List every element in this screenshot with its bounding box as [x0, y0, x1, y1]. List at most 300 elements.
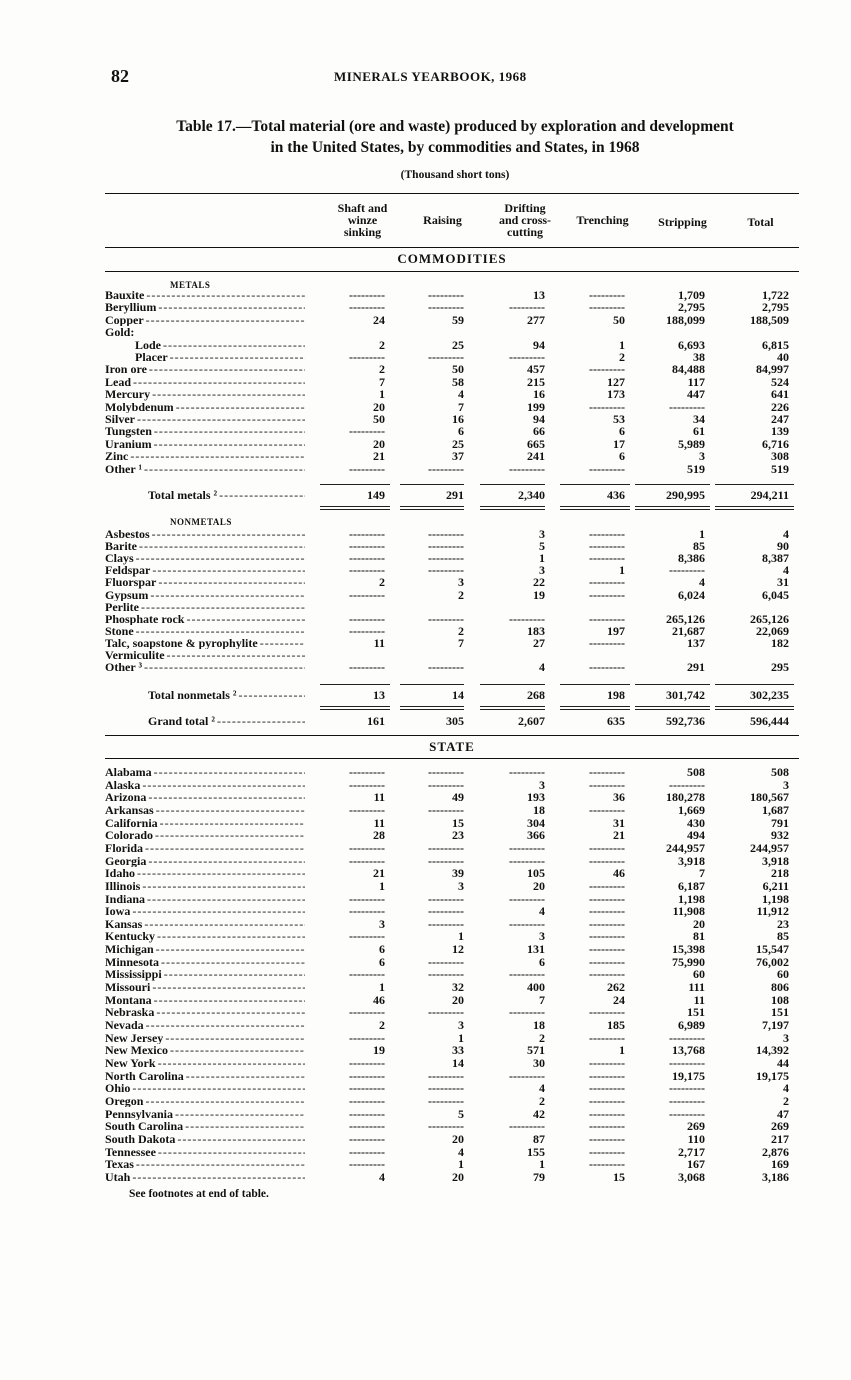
row-value: 1,669 — [678, 802, 705, 817]
state-row — [105, 893, 799, 906]
row-value: --------- — [589, 1119, 625, 1134]
table-title — [105, 116, 805, 158]
metals-heading: METALS — [170, 280, 211, 290]
row-value: 494 — [687, 828, 705, 843]
row-value: 31 — [613, 815, 625, 830]
page-number: 82 — [111, 66, 129, 86]
row-label: Alabama - - - — [105, 766, 305, 779]
state-row — [105, 1120, 799, 1133]
row-value: --------- — [428, 539, 464, 554]
row-label: Tungsten - - - — [105, 425, 305, 438]
state-row — [105, 1108, 799, 1121]
state-row — [105, 1057, 799, 1070]
row-value: --------- — [509, 611, 545, 626]
row-value: 217 — [771, 1131, 789, 1146]
row-value: 15 — [613, 1169, 625, 1184]
row-value: 7 — [539, 992, 545, 1007]
row-value: 32 — [452, 980, 464, 995]
row-value: --------- — [349, 1157, 385, 1172]
row-value: 151 — [771, 1005, 789, 1020]
row-value: 180,278 — [666, 790, 705, 805]
row-value: 244,957 — [750, 840, 789, 855]
row-value: 188,099 — [666, 312, 705, 327]
row-value: 94 — [533, 337, 545, 352]
row-value: 28 — [373, 828, 385, 843]
page-header — [111, 66, 801, 86]
state-row — [105, 943, 799, 956]
sum-rule — [560, 684, 630, 685]
row-value: 269 — [771, 1119, 789, 1134]
row-label: New Mexico - - - — [105, 1044, 305, 1057]
row-value: 218 — [771, 866, 789, 881]
row-value: 3 — [539, 777, 545, 792]
row-value: 400 — [527, 980, 545, 995]
row-value: 13,768 — [672, 1043, 705, 1058]
row-value: 1 — [379, 878, 385, 893]
row-value: 6 — [379, 954, 385, 969]
sum-rule — [400, 684, 464, 685]
row-value: --------- — [349, 551, 385, 566]
row-value: --------- — [589, 1005, 625, 1020]
row-value: --------- — [509, 967, 545, 982]
col-head-line: and cross- — [498, 213, 552, 227]
row-value: 3 — [539, 563, 545, 578]
row-value: 596,444 — [750, 714, 789, 728]
sum-rule — [400, 706, 464, 707]
row-value: 4 — [458, 1144, 464, 1159]
row-value: 1 — [619, 337, 625, 352]
row-value: --------- — [349, 1144, 385, 1159]
row-value: 524 — [771, 374, 789, 389]
row-value: --------- — [349, 765, 385, 779]
row-label: Iowa - - - — [105, 905, 305, 918]
row-value: 167 — [687, 1157, 705, 1172]
col-head-line: sinking — [343, 225, 382, 239]
row-value: --------- — [428, 563, 464, 578]
row-value: 430 — [687, 815, 705, 830]
row-value: 519 — [771, 461, 789, 476]
table-row — [105, 589, 799, 602]
row-value: --------- — [509, 916, 545, 931]
state-row — [105, 1146, 799, 1159]
row-value: 7 — [379, 374, 385, 389]
row-value: --------- — [349, 300, 385, 315]
row-value: --------- — [589, 1068, 625, 1083]
row-label: Talc, soapstone & pyrophylite - - - — [105, 637, 305, 650]
row-value: --------- — [589, 587, 625, 602]
sum-rule — [715, 509, 794, 510]
sum-rule — [320, 684, 390, 685]
row-value: 265,126 — [666, 611, 705, 626]
row-value: 1,687 — [762, 802, 789, 817]
col-head-shaft — [325, 202, 400, 238]
row-value: 304 — [527, 815, 545, 830]
running-head: MINERALS YEARBOOK, 1968 — [334, 69, 527, 84]
row-value: 46 — [613, 866, 625, 881]
row-value: 13 — [533, 288, 545, 302]
row-value: 60 — [777, 967, 789, 982]
sum-rule — [480, 506, 545, 507]
row-value: 198 — [607, 688, 625, 702]
row-value: 23 — [452, 828, 464, 843]
row-value: 6,989 — [678, 1018, 705, 1032]
row-value: 3 — [783, 1030, 789, 1045]
row-value: 6,024 — [678, 587, 705, 602]
row-label: Florida - - - — [105, 842, 305, 855]
col-head-line: Raising — [423, 213, 462, 227]
row-value: 38 — [693, 350, 705, 364]
row-value: 291 — [446, 488, 464, 502]
row-value: 508 — [771, 765, 789, 779]
row-value: --------- — [589, 1030, 625, 1045]
row-value: 37 — [452, 449, 464, 464]
row-value: --------- — [349, 904, 385, 919]
row-value: --------- — [669, 777, 705, 792]
col-head-raising — [410, 214, 475, 226]
row-value: 6,211 — [762, 878, 789, 893]
row-value: 34 — [693, 412, 705, 426]
row-label: New York - - - — [105, 1057, 305, 1070]
col-head-trenching — [565, 214, 640, 226]
row-value: 1 — [619, 1043, 625, 1058]
row-value: 30 — [533, 1055, 545, 1070]
row-value: 18 — [533, 1018, 545, 1032]
sum-rule — [715, 684, 794, 685]
row-label: Indiana - - - — [105, 893, 305, 906]
row-value: 5 — [458, 1106, 464, 1121]
row-value: 277 — [527, 312, 545, 327]
sum-rule — [320, 509, 390, 510]
row-value: --------- — [589, 575, 625, 590]
row-value: 2,717 — [678, 1144, 705, 1159]
row-value: 33 — [452, 1043, 464, 1058]
row-label: Mississippi - - - — [105, 968, 305, 981]
table-row — [105, 564, 799, 577]
state-row — [105, 1133, 799, 1146]
row-value: 269 — [687, 1119, 705, 1134]
row-value: 23 — [777, 916, 789, 931]
row-value: --------- — [349, 777, 385, 792]
row-value: --------- — [589, 840, 625, 855]
row-value: 151 — [687, 1005, 705, 1020]
row-value: --------- — [669, 1055, 705, 1070]
row-value: 791 — [771, 815, 789, 830]
row-value: --------- — [589, 1106, 625, 1121]
row-label: Grand total ² - - - — [148, 715, 305, 728]
row-value: --------- — [349, 1005, 385, 1020]
state-rule-top — [105, 735, 799, 736]
row-value: 139 — [771, 424, 789, 439]
sum-rule — [400, 484, 464, 485]
sum-rule — [560, 509, 630, 510]
state-row — [105, 956, 799, 969]
row-value: 5,989 — [678, 436, 705, 451]
row-value: --------- — [589, 954, 625, 969]
sum-rule — [320, 706, 390, 707]
row-label: South Carolina - - - — [105, 1120, 305, 1133]
row-value: --------- — [589, 916, 625, 931]
row-label: Illinois - - - — [105, 880, 305, 893]
row-value: 49 — [452, 790, 464, 805]
row-value: --------- — [349, 929, 385, 944]
row-value: 85 — [693, 539, 705, 554]
row-value: 4 — [539, 904, 545, 919]
section-state: STATE — [429, 739, 475, 754]
state-row — [105, 829, 799, 842]
row-value: 3 — [458, 575, 464, 590]
row-value: 290,995 — [666, 488, 705, 502]
state-row — [105, 867, 799, 880]
row-value: 302,235 — [750, 688, 789, 702]
row-label: Gold: — [105, 326, 135, 339]
row-value: 11 — [373, 815, 385, 830]
row-value: 6 — [619, 449, 625, 464]
row-value: 21 — [373, 449, 385, 464]
row-value: --------- — [349, 853, 385, 868]
row-label: Total nonmetals ² - - - — [148, 689, 305, 702]
row-value: --------- — [589, 1081, 625, 1096]
row-value: 3 — [539, 929, 545, 944]
row-label: South Dakota - - - — [105, 1133, 305, 1146]
row-value: 4 — [783, 563, 789, 578]
row-label: Arizona - - - — [105, 791, 305, 804]
row-value: 79 — [533, 1169, 545, 1184]
table-row — [105, 326, 799, 339]
row-value: --------- — [589, 399, 625, 414]
row-value: 1,722 — [762, 288, 789, 302]
row-label: Beryllium - - - — [105, 301, 305, 314]
row-value: 265,126 — [750, 611, 789, 626]
row-value: 2 — [379, 337, 385, 352]
row-value: --------- — [428, 853, 464, 868]
row-value: --------- — [349, 461, 385, 476]
row-label: Asbestos - - - — [105, 528, 305, 541]
row-value: 84,488 — [672, 362, 705, 377]
row-value: 21,687 — [672, 623, 705, 638]
sum-rule — [480, 684, 545, 685]
row-value: 4 — [539, 660, 545, 675]
row-label: Gypsum - - - — [105, 589, 305, 602]
row-value: 193 — [527, 790, 545, 805]
state-row — [105, 1082, 799, 1095]
row-value: 199 — [527, 399, 545, 414]
row-value: 14,392 — [756, 1043, 789, 1058]
row-value: 2,876 — [762, 1144, 789, 1159]
sum-rule — [320, 506, 390, 507]
row-value: --------- — [509, 1005, 545, 1020]
row-value: --------- — [589, 660, 625, 675]
state-row — [105, 880, 799, 893]
row-label: Placer - - - — [135, 351, 305, 364]
row-value: 5 — [539, 539, 545, 554]
row-label: Texas - - - — [105, 1158, 305, 1171]
row-value: --------- — [509, 840, 545, 855]
row-value: 3 — [379, 916, 385, 931]
row-value: --------- — [349, 802, 385, 817]
table-row — [105, 637, 799, 650]
row-value: --------- — [349, 563, 385, 578]
row-label: Nebraska - - - — [105, 1006, 305, 1019]
col-head-line: Shaft and — [337, 201, 388, 215]
row-label: Molybdenum - - - — [105, 401, 305, 414]
row-label: Bauxite - - - — [105, 289, 305, 302]
row-value: --------- — [589, 891, 625, 906]
row-value: --------- — [589, 853, 625, 868]
row-value: 508 — [687, 765, 705, 779]
row-value: --------- — [509, 1119, 545, 1134]
row-value: 436 — [607, 488, 625, 502]
sum-rule — [560, 709, 630, 710]
row-value: --------- — [669, 399, 705, 414]
row-value: 2 — [619, 350, 625, 364]
row-value: --------- — [589, 1157, 625, 1172]
row-label: Iron ore - - - — [105, 363, 305, 376]
row-label: Perlite - - - — [105, 601, 305, 614]
row-value: 16 — [533, 387, 545, 402]
row-label: New Jersey - - - — [105, 1032, 305, 1045]
total-metals-row — [105, 489, 799, 502]
row-value: --------- — [428, 1081, 464, 1096]
sum-rule — [320, 484, 390, 485]
state-row — [105, 1044, 799, 1057]
row-value: 127 — [607, 374, 625, 389]
commodities-rule — [105, 271, 799, 272]
row-value: --------- — [589, 878, 625, 893]
row-value: 294,211 — [750, 488, 789, 502]
row-value: 59 — [452, 312, 464, 327]
row-value: 22,069 — [756, 623, 789, 638]
row-value: 42 — [533, 1106, 545, 1121]
row-value: --------- — [589, 967, 625, 982]
row-value: --------- — [349, 1081, 385, 1096]
row-label: Silver - - - — [105, 413, 305, 426]
row-value: --------- — [509, 765, 545, 779]
row-value: --------- — [589, 802, 625, 817]
row-value: 60 — [693, 967, 705, 982]
state-row — [105, 905, 799, 918]
row-value: 155 — [527, 1144, 545, 1159]
row-value: 44 — [777, 1055, 789, 1070]
row-value: 1 — [458, 1157, 464, 1172]
row-value: --------- — [669, 1030, 705, 1045]
row-value: 11,912 — [756, 904, 789, 919]
row-value: 2,340 — [518, 488, 545, 502]
row-value: 6,693 — [678, 337, 705, 352]
row-value: --------- — [428, 1005, 464, 1020]
row-value: --------- — [589, 551, 625, 566]
row-value: 1 — [539, 1157, 545, 1172]
row-value: --------- — [428, 916, 464, 931]
row-value: 8,387 — [762, 551, 789, 566]
row-value: 268 — [527, 688, 545, 702]
sum-rule — [560, 484, 630, 485]
row-value: 12 — [452, 942, 464, 957]
row-value: 6 — [458, 424, 464, 439]
sum-rule — [320, 709, 390, 710]
table-row — [105, 388, 799, 401]
row-value: 4 — [458, 387, 464, 402]
row-label: Zinc - - - — [105, 450, 305, 463]
row-label: Phosphate rock - - - — [105, 613, 305, 626]
row-value: 6,187 — [678, 878, 705, 893]
row-value: --------- — [428, 611, 464, 626]
row-label: California - - - — [105, 817, 305, 830]
row-value: 301,742 — [666, 688, 705, 702]
row-value: 4 — [539, 1081, 545, 1096]
row-value: 16 — [452, 412, 464, 426]
row-value: 185 — [607, 1018, 625, 1032]
row-value: 8,386 — [678, 551, 705, 566]
row-value: 20 — [452, 1131, 464, 1146]
col-head-line: cutting — [507, 225, 543, 239]
row-value: --------- — [349, 623, 385, 638]
row-value: 19 — [373, 1043, 385, 1058]
row-value: 457 — [527, 362, 545, 377]
row-value: --------- — [589, 539, 625, 554]
row-value: 305 — [446, 714, 464, 728]
row-value: --------- — [349, 288, 385, 302]
row-value: --------- — [589, 1055, 625, 1070]
state-row — [105, 1032, 799, 1045]
row-value: --------- — [349, 1106, 385, 1121]
row-value: 40 — [777, 350, 789, 364]
row-value: 2 — [458, 587, 464, 602]
state-row — [105, 1171, 799, 1184]
row-value: --------- — [349, 1030, 385, 1045]
row-value: 641 — [771, 387, 789, 402]
row-label: Clays - - - — [105, 552, 305, 565]
row-value: --------- — [589, 1093, 625, 1108]
row-value: --------- — [428, 1119, 464, 1134]
state-row — [105, 804, 799, 817]
row-value: --------- — [428, 840, 464, 855]
row-value: 6,045 — [762, 587, 789, 602]
row-value: 108 — [771, 992, 789, 1007]
row-label: Copper - - - — [105, 314, 305, 327]
state-row — [105, 1158, 799, 1171]
col-head-line: winze — [347, 213, 378, 227]
row-label: Idaho - - - — [105, 867, 305, 880]
row-value: 75,990 — [672, 954, 705, 969]
row-value: 53 — [613, 412, 625, 426]
row-value: 1 — [539, 551, 545, 566]
sum-rule — [560, 506, 630, 507]
sum-rule — [400, 506, 464, 507]
row-label: Lead - - - — [105, 376, 305, 389]
row-value: --------- — [509, 300, 545, 315]
table-title-line-2: in the United States, by commodities and States, in 1968 — [270, 139, 640, 156]
row-value: --------- — [349, 527, 385, 541]
row-label: Uranium - - - — [105, 438, 305, 451]
row-value: --------- — [589, 904, 625, 919]
row-value: 3,068 — [678, 1169, 705, 1184]
row-value: 105 — [527, 866, 545, 881]
state-row — [105, 994, 799, 1007]
sum-rule — [635, 709, 710, 710]
state-row — [105, 981, 799, 994]
sum-rule — [715, 709, 794, 710]
row-value: 61 — [693, 424, 705, 439]
row-value: --------- — [509, 853, 545, 868]
row-label: Stone - - - — [105, 625, 305, 638]
sum-rule — [400, 509, 464, 510]
col-head-drifting — [485, 202, 565, 238]
table-row — [105, 314, 799, 327]
row-value: 22 — [533, 575, 545, 590]
row-value: --------- — [349, 1119, 385, 1134]
row-value: 932 — [771, 828, 789, 843]
row-value: 27 — [533, 635, 545, 650]
